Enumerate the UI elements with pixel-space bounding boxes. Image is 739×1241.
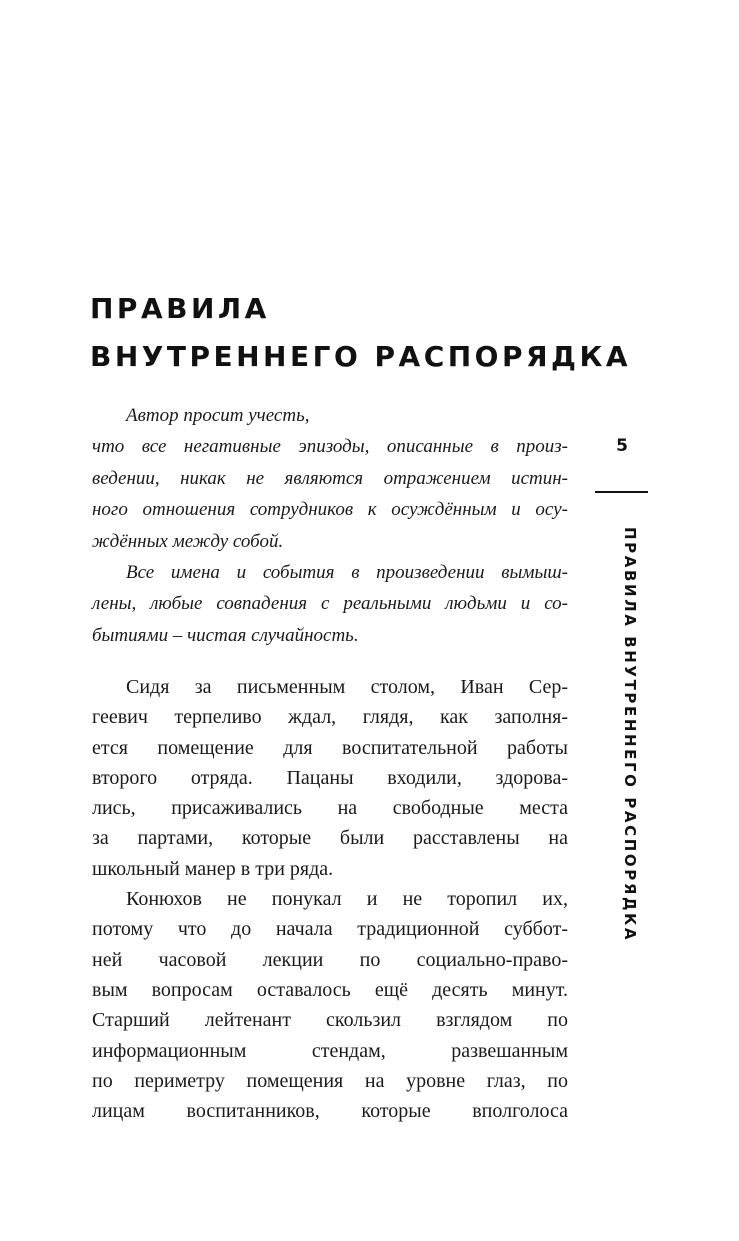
epigraph	[92, 400, 568, 651]
running-head: ПРАВИЛА ВНУТРЕННЕГО РАСПОРЯДКА	[621, 527, 639, 943]
body-paragraph-1	[92, 672, 568, 884]
chapter-title-line-2: ВНУТРЕННЕГО РАСПОРЯДКА	[90, 340, 632, 373]
text-line: ного отношения сотрудников к осуждённым и осу-	[92, 499, 568, 521]
text-line: ждённых между собой.	[92, 530, 284, 552]
text-line: ется помещение для воспитательной работы	[92, 736, 568, 759]
text-line: второго отряда. Пацаны входили, здорова-	[92, 766, 568, 789]
text-line: по периметру помещения на уровне глаз, по	[92, 1069, 568, 1092]
text-line: за партами, которые были расставлены на	[92, 827, 568, 850]
text-line: геевич терпеливо ждал, глядя, как заполня-	[92, 706, 568, 729]
body-text	[92, 672, 568, 1126]
text-line: вым вопросам оставалось ещё десять минут.	[92, 978, 568, 1001]
epigraph-paragraph-2	[92, 557, 568, 651]
text-line: лицам воспитанников, которые вполголоса	[92, 1100, 568, 1123]
page-number: 5	[616, 436, 628, 456]
text-line: бытиями – чистая случайность.	[92, 624, 359, 646]
body-paragraph-2	[92, 884, 568, 1126]
text-line: Старший лейтенант скользил взглядом по	[92, 1009, 568, 1032]
epigraph-paragraph-1	[92, 400, 568, 557]
chapter-title-line-1: ПРАВИЛА	[90, 292, 270, 325]
text-line: лись, присаживались на свободные места	[92, 797, 568, 820]
text-line: ней часовой лекции по социально-право-	[92, 948, 568, 971]
text-line: Конюхов не понукал и не торопил их,	[126, 888, 568, 911]
text-line: потому что до начала традиционной суббот-	[92, 918, 568, 941]
text-line: лены, любые совпадения с реальными людьми и со-	[92, 593, 568, 615]
running-head-divider	[595, 491, 648, 493]
chapter-title	[90, 285, 632, 381]
text-line: Автор просит учесть,	[126, 405, 310, 426]
text-line: ведении, никак не являются отражением истин-	[92, 467, 568, 489]
text-line: школьный манер в три ряда.	[92, 857, 334, 880]
text-line: Сидя за письменным столом, Иван Сер-	[126, 676, 568, 698]
text-line: информационным стендам, развешанным	[92, 1039, 568, 1062]
text-line: Все имена и события в произведении вымыш-	[126, 562, 568, 584]
text-line: что все негативные эпизоды, описанные в произ-	[92, 436, 568, 458]
